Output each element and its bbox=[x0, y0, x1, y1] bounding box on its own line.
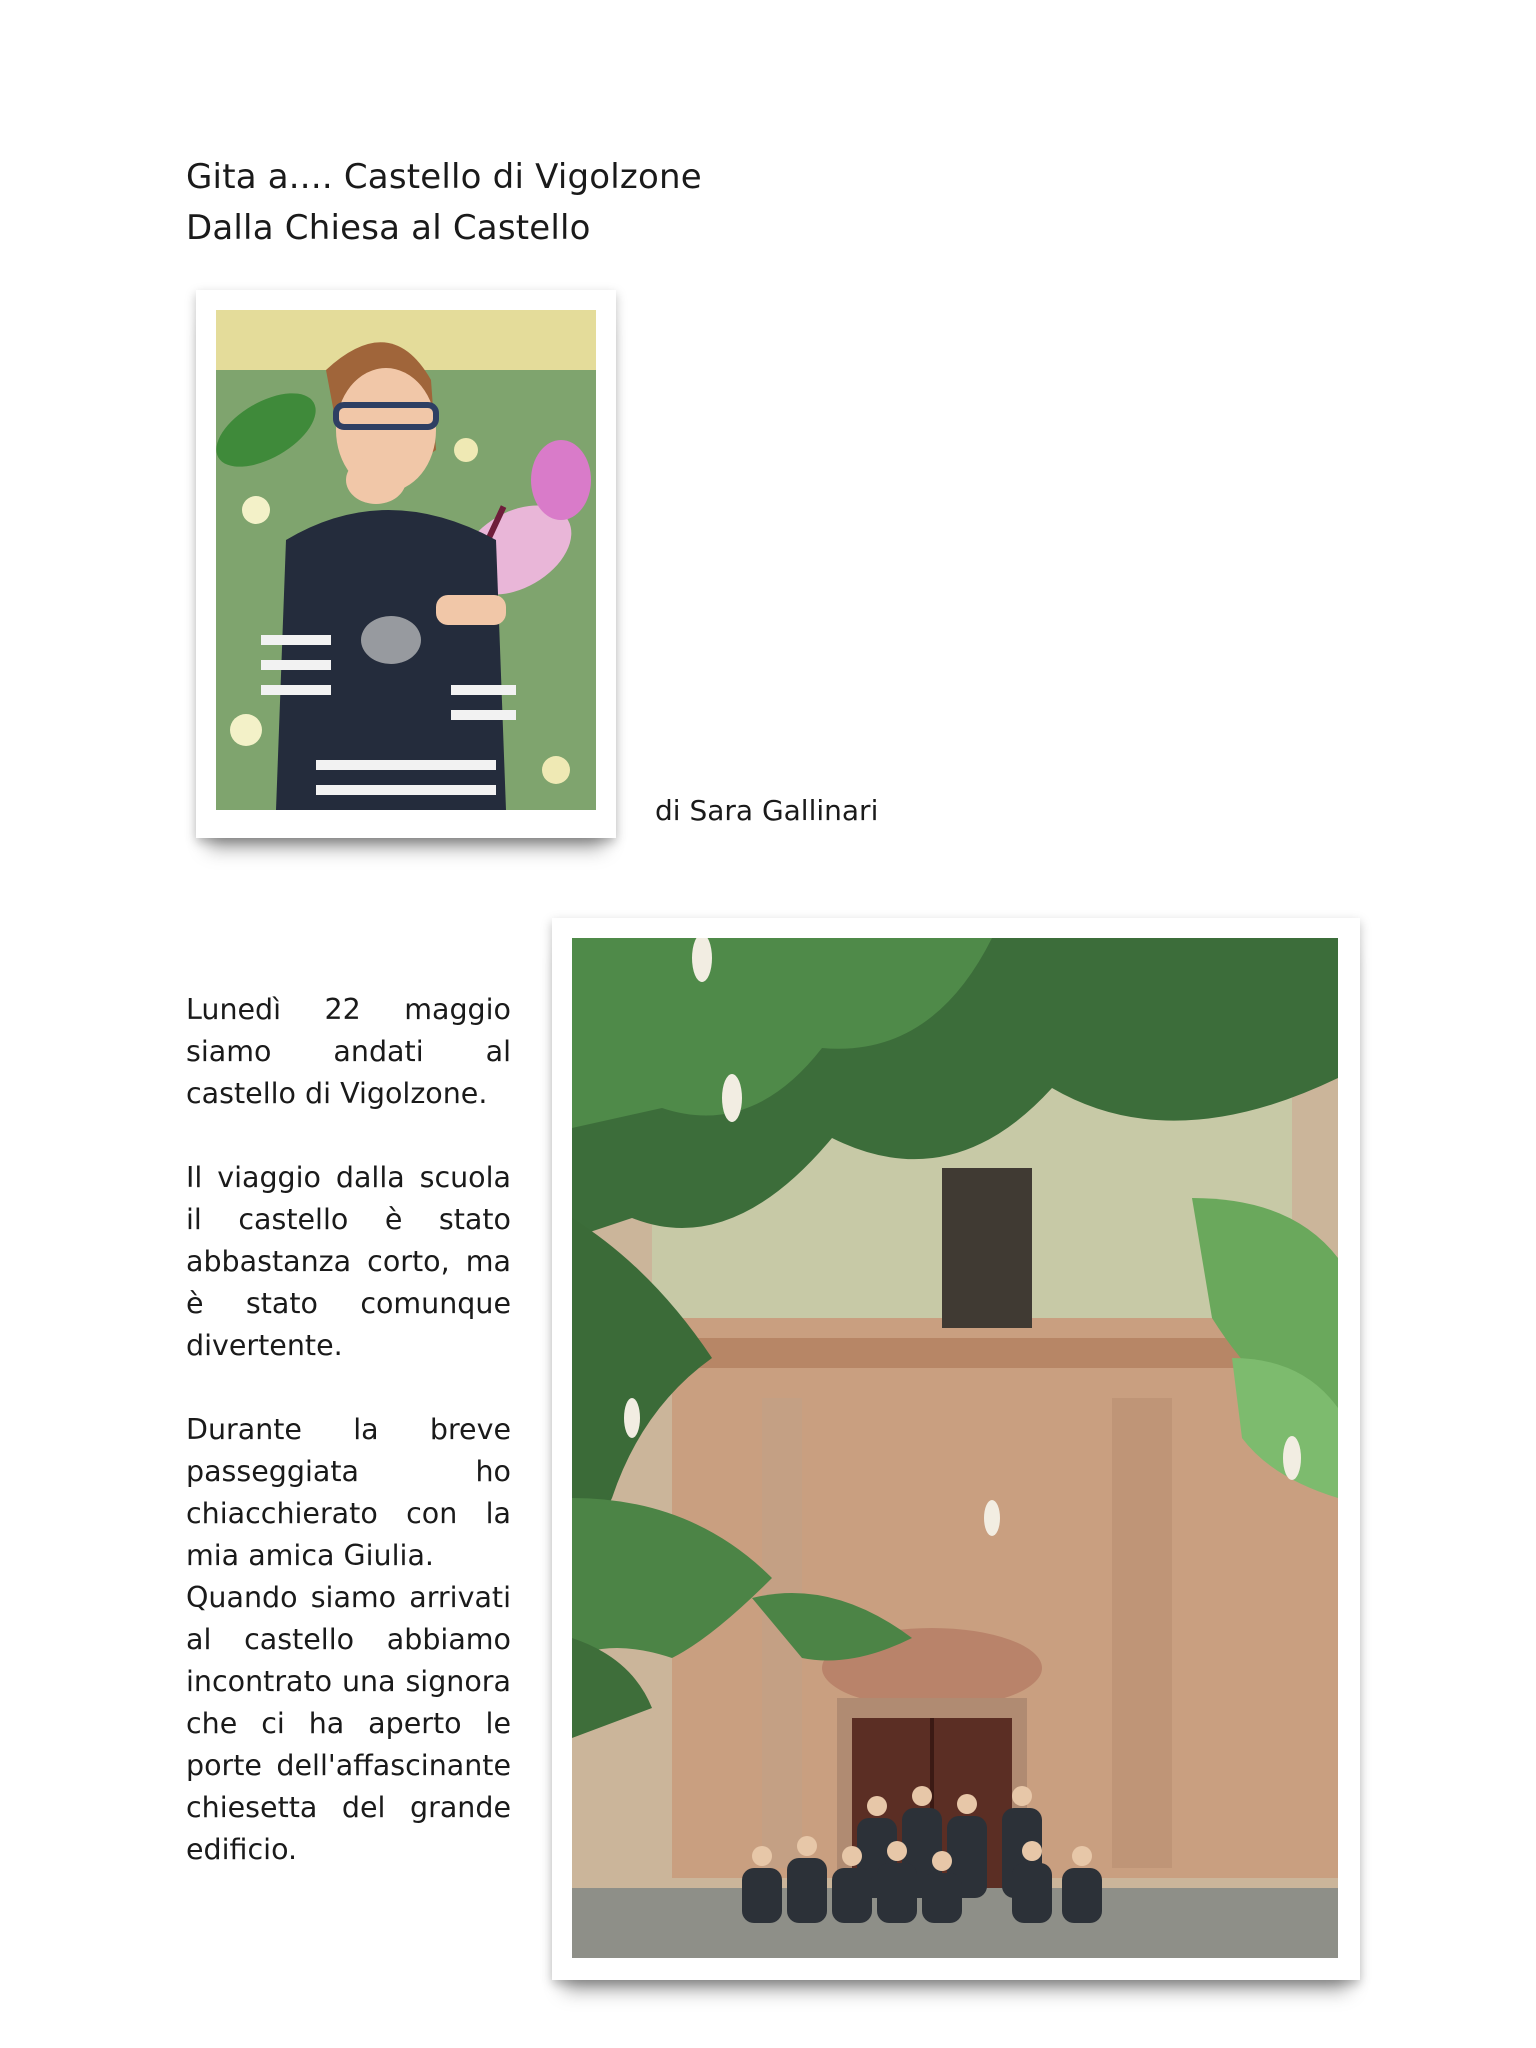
title-line-1: Gita a.... Castello di Vigolzone bbox=[186, 157, 702, 197]
castle-church-photo bbox=[572, 938, 1338, 1958]
article-paragraph: Lunedì 22 maggio siamo andati al castello di Vigolzone. bbox=[186, 993, 511, 1110]
article-body bbox=[186, 989, 511, 1871]
author-portrait-photo bbox=[216, 310, 596, 810]
title-line-2: Dalla Chiesa al Castello bbox=[186, 208, 591, 248]
page-title bbox=[186, 152, 702, 254]
article-paragraph: Durante la breve passeggiata ho chiacchierato con la mia amica Giulia. bbox=[186, 1413, 511, 1572]
article-paragraph: Quando siamo arrivati al castello abbiamo incontrato una signora che ci ha aperto le porte dell'affascinante chiesetta del grande edificio. bbox=[186, 1581, 511, 1866]
castle-photo-frame bbox=[552, 918, 1360, 1980]
author-byline: di Sara Gallinari bbox=[655, 794, 879, 827]
article-paragraph: Il viaggio dalla scuola il castello è stato abbastanza corto, ma è stato comunque divertente. bbox=[186, 1161, 511, 1362]
author-portrait-frame bbox=[196, 290, 616, 838]
